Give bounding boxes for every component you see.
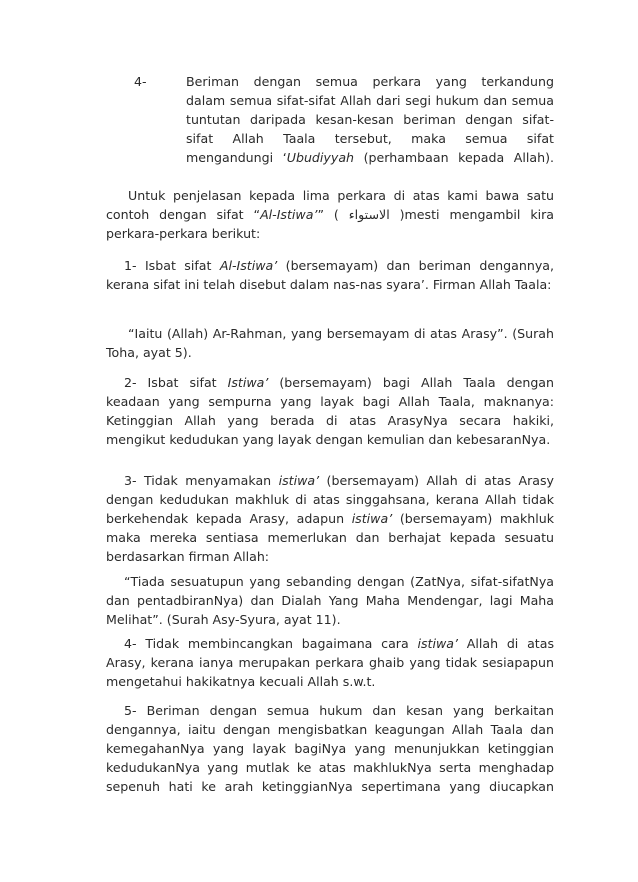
- point-3-paragraph: [106, 471, 554, 566]
- quote-1: “Iaitu (Allah) Ar-Rahman, yang bersemayam di atas Arasy”. (Surah Toha, ayat 5).: [106, 326, 554, 360]
- point-4-paragraph: [106, 634, 554, 691]
- item-4-number: 4-: [134, 74, 147, 89]
- point-4-pre: 4- Tidak membincangkan bagaimana cara: [124, 636, 418, 651]
- item-4-line: tuntutan daripada kesan-kesan beriman dengan sifat-: [186, 112, 554, 127]
- intro-pre: Untuk penjelasan kepada lima perkara di atas kami bawa satu contoh dengan sifat “: [106, 188, 554, 222]
- point-4-post: Allah di atas Arasy, kerana ianya merupakan perkara ghaib yang tidak sesiapapun mengetahui hakikatnya kecuali Allah s.w.t.: [106, 636, 555, 689]
- item-4-line5-em: Ubudiyyah: [286, 150, 355, 165]
- quote-2: “Tiada sesuatupun yang sebanding dengan (ZatNya, sifat-sifatNya dan pentadbiranNya) dan Dialah Yang Maha Mendengar, lagi Maha Melihat”. (Surah Asy-Syura, ayat 11).: [106, 574, 554, 627]
- point-2-pre: 2- Isbat sifat: [124, 375, 228, 390]
- point-3-pre: 3- Tidak menyamakan: [124, 473, 279, 488]
- intro-arabic: الاستواء: [348, 207, 390, 222]
- point-5-paragraph: 5- Beriman dengan semua hukum dan kesan yang berkaitan dengannya, iaitu dengan mengisbatkan keagungan Allah Taala dan kemegahanNya yang layak bagiNya yang menunjukkan ketinggian kedudukanNya yang mutlak ke atas makhlukNya serta menghadap sepenuh hati ke arah ketinggianNya sepertimana yang diucapkan: [106, 703, 554, 794]
- intro-paragraph: [106, 186, 554, 243]
- item-4-line5-pre: mengandungi ‘: [186, 150, 287, 165]
- point-3-em-1: istiwa’: [278, 473, 320, 488]
- point-3-mid: (bersemayam) Allah di atas Arasy dengan kedudukan makhluk di atas singgahsana, kerana Allah tidak berkehendak kepada Arasy, adapun: [106, 473, 554, 526]
- point-1-post: (bersemayam) dan beriman dengannya, kerana sifat ini telah disebut dalam nas-nas syara’. Firman Allah Taala:: [106, 258, 554, 292]
- item-4-line: dalam semua sifat-sifat Allah dari segi hukum dan semua: [186, 93, 554, 108]
- point-2-em: Istiwa’: [227, 375, 269, 390]
- item-4-line5-post: (perhambaan kepada Allah).: [354, 150, 554, 165]
- point-3-post: (bersemayam) makhluk maka mereka sentiasa memerlukan dan berhajat kepada sesuatu berdasarkan firman Allah:: [106, 511, 554, 564]
- item-4-text: [186, 72, 554, 167]
- intro-post: )mesti mengambil kira perkara-perkara berikut:: [106, 207, 555, 241]
- point-2-post: (bersemayam) bagi Allah Taala dengan keadaan yang sempurna yang layak bagi Allah Taala, maknanya: Ketinggian Allah yang berada di atas ArasyNya secara hakiki, mengikut kedudukan yang layak dengan kemulian dan kebesaranNya.: [106, 375, 555, 447]
- item-4-line: sifat Allah Taala tersebut, maka semua sifat: [186, 131, 554, 146]
- point-3-em-2: istiwa’: [351, 511, 393, 526]
- point-2-paragraph: [106, 373, 554, 449]
- point-1-em: Al-Istiwa’: [219, 258, 278, 273]
- item-4-line: Beriman dengan semua perkara yang terkandung: [186, 74, 554, 89]
- point-4-em: istiwa’: [417, 636, 458, 651]
- point-1-pre: 1- Isbat sifat: [124, 258, 220, 273]
- point-1-paragraph: [106, 256, 554, 294]
- item-4-line: [186, 148, 554, 167]
- intro-mid: ” (: [317, 207, 349, 222]
- intro-em: Al-Istiwa’: [260, 207, 318, 222]
